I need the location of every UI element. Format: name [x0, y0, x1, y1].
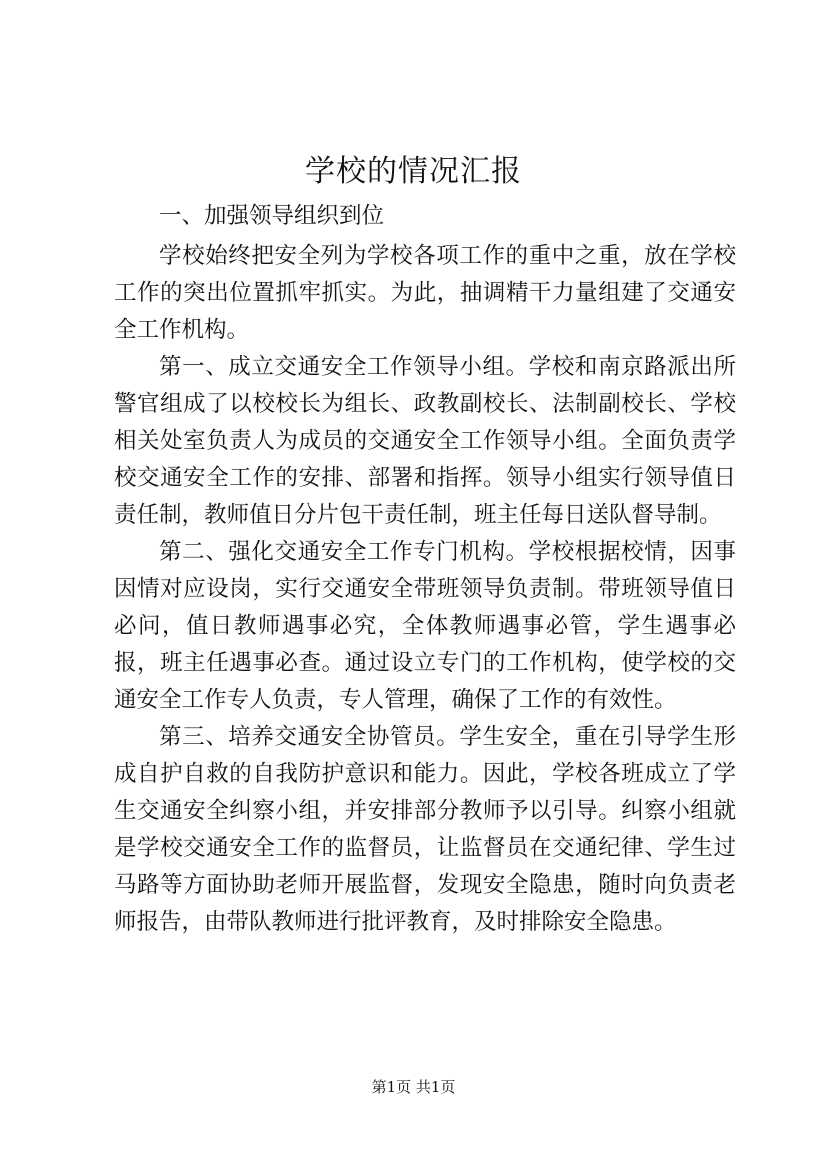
paragraph-intro: 学校始终把安全列为学校各项工作的重中之重，放在学校工作的突出位置抓牢抓实。为此，抽调精干力量组建了交通安全工作机构。	[114, 243, 736, 343]
paragraph-third: 第三、培养交通安全协管员。学生安全，重在引导学生形成自护自救的自我防护意识和能力。因此，学校各班成立了学生交通安全纠察小组，并安排部分教师予以引导。纠察小组就是学校交通安全工作的监督员，让监督员在交通纪律、学生过马路等方面协助老师开展监督，发现安全隐患，随时向负责老师报告，由带队教师进行批评教育，及时排除安全隐患。	[114, 724, 736, 935]
paragraph-first: 第一、成立交通安全工作领导小组。学校和南京路派出所警官组成了以校校长为组长、政教副校长、法制副校长、学校相关处室负责人为成员的交通安全工作领导小组。全面负责学校交通安全工作的安排、部署和指挥。领导小组实行领导值日责任制，教师值日分片包干责任制，班主任每日送队督导制。	[114, 354, 736, 528]
document-body	[114, 198, 736, 941]
paragraph-second: 第二、强化交通安全工作专门机构。学校根据校情，因事因情对应设岗，实行交通安全带班领导负责制。带班领导值日必问，值日教师遇事必究，全体教师遇事必管，学生遇事必报，班主任遇事必查。通过设立专门的工作机构，使学校的交通安全工作专人负责，专人管理，确保了工作的有效性。	[114, 539, 736, 713]
page-footer: 第1页 共1页	[371, 1078, 456, 1096]
document-title: 学校的情况汇报	[305, 154, 522, 189]
section-heading: 一、加强领导组织到位	[159, 203, 385, 229]
